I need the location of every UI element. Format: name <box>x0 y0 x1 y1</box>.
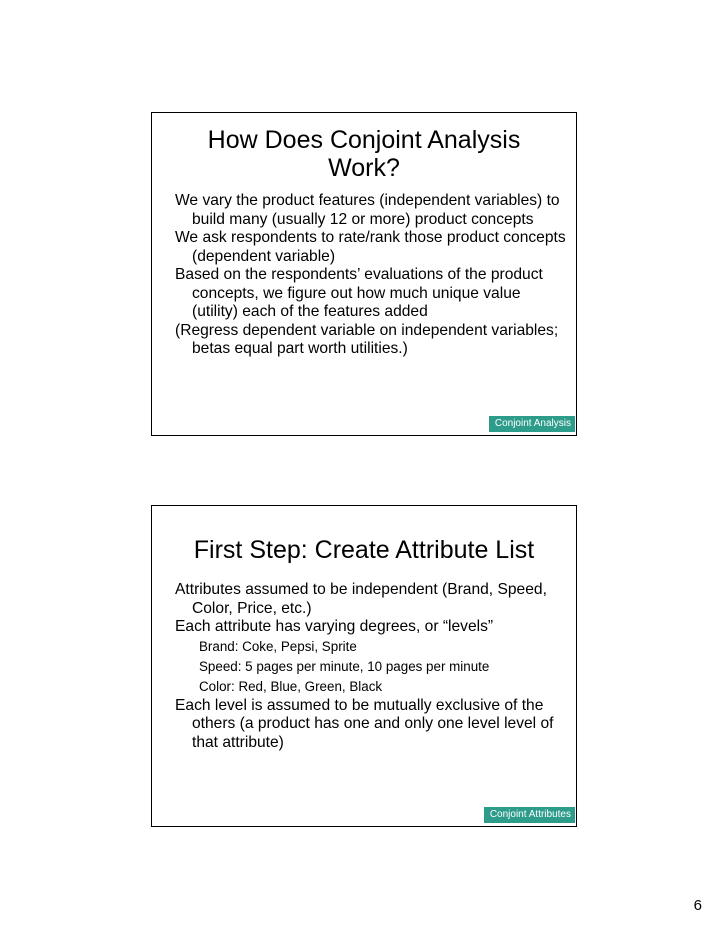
slide-attribute-list <box>151 505 577 827</box>
sub-bullet-item: Brand: Coke, Pepsi, Sprite <box>199 638 357 654</box>
bullet-item: We ask respondents to rate/rank those product concepts (dependent variable) <box>175 229 566 265</box>
bullet-list <box>175 581 566 752</box>
slide-footer-tag: Conjoint Analysis <box>489 416 575 432</box>
slide-title: First Step: Create Attribute List <box>193 536 535 564</box>
bullet-item: Each level is assumed to be mutually exclusive of the others (a product has one and only one level level of that attribute) <box>175 696 554 751</box>
bullet-item: Based on the respondents’ evaluations of the product concepts, we figure out how much unique value (utility) each of the features added <box>175 266 543 320</box>
bullet-item: (Regress dependent variable on independent variables; betas equal part worth utilities.) <box>175 321 559 357</box>
sub-bullet-item: Color: Red, Blue, Green, Black <box>199 678 383 694</box>
bullet-item: Attributes assumed to be independent (Brand, Speed, Color, Price, etc.) <box>175 581 547 617</box>
slide-title-line-1: How Does Conjoint Analysis <box>207 126 521 154</box>
slide-footer-tag: Conjoint Attributes <box>484 807 575 823</box>
bullet-item: Each attribute has varying degrees, or “levels” <box>175 618 494 635</box>
slide-conjoint-analysis <box>151 112 577 436</box>
sub-bullet-item: Speed: 5 pages per minute, 10 pages per minute <box>199 658 490 674</box>
slide-title <box>152 126 576 182</box>
bullet-item: We vary the product features (independent variables) to build many (usually 12 or more) product concepts <box>175 192 560 228</box>
page-number: 6 <box>693 897 702 914</box>
slide-title-line-2: Work? <box>328 154 400 182</box>
bullet-list <box>175 192 566 359</box>
